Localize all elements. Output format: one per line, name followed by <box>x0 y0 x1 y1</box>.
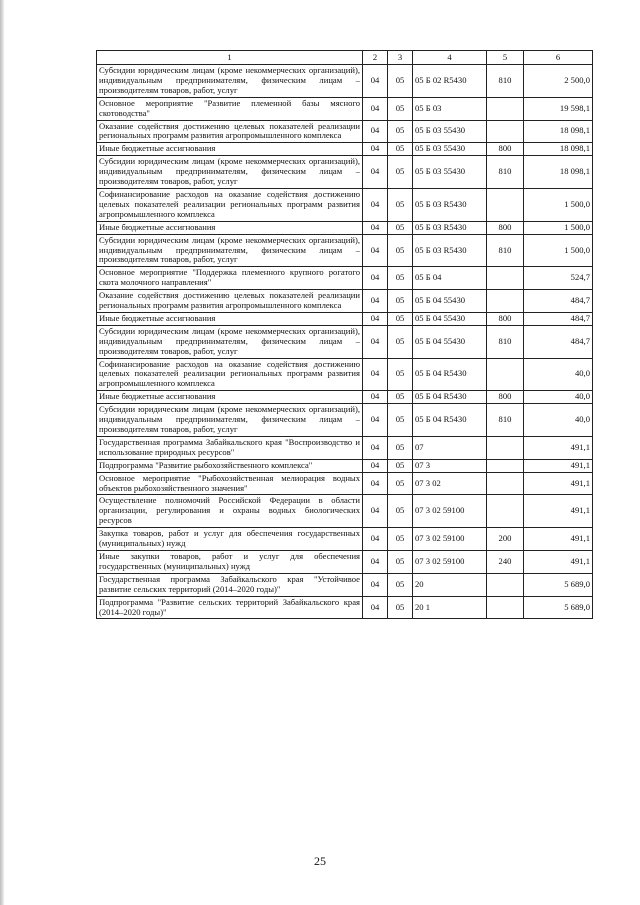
row-section-cell: 04 <box>363 358 388 391</box>
budget-table <box>96 50 593 619</box>
row-section-cell: 04 <box>363 528 388 551</box>
row-section-cell: 04 <box>363 573 388 596</box>
row-expense-type-cell: 810 <box>487 234 524 267</box>
row-section-cell: 04 <box>363 312 388 325</box>
table-row <box>97 404 593 437</box>
row-expense-type-cell <box>487 97 524 120</box>
row-expense-type-cell: 800 <box>487 312 524 325</box>
table-body <box>97 65 593 619</box>
row-expense-type-cell <box>487 290 524 313</box>
document-page <box>96 50 592 619</box>
row-target-code-cell: 05 Б 03 R5430 <box>413 221 487 234</box>
row-amount-cell: 2 500,0 <box>524 65 593 98</box>
row-amount-cell: 40,0 <box>524 404 593 437</box>
row-amount-cell: 491,1 <box>524 495 593 528</box>
row-name-cell: Иные бюджетные ассигнования <box>97 312 363 325</box>
row-section-cell: 04 <box>363 143 388 156</box>
row-amount-cell: 484,7 <box>524 290 593 313</box>
row-expense-type-cell <box>487 120 524 143</box>
row-target-code-cell: 05 Б 04 R5430 <box>413 404 487 437</box>
page-number: 25 <box>314 854 326 868</box>
row-name-cell: Иные бюджетные ассигнования <box>97 221 363 234</box>
row-section-cell: 04 <box>363 120 388 143</box>
row-target-code-cell: 07 3 02 <box>413 472 487 495</box>
row-target-code-cell: 05 Б 03 R5430 <box>413 188 487 221</box>
table-row <box>97 188 593 221</box>
row-name-cell: Иные бюджетные ассигнования <box>97 143 363 156</box>
row-amount-cell: 524,7 <box>524 267 593 290</box>
row-expense-type-cell <box>487 459 524 472</box>
row-subsection-cell: 05 <box>388 391 413 404</box>
row-name-cell: Подпрограмма "Развитие рыбохозяйственного комплекса" <box>97 459 363 472</box>
row-subsection-cell: 05 <box>388 358 413 391</box>
row-section-cell: 04 <box>363 495 388 528</box>
row-name-cell: Оказание содействия достижению целевых показателей реализации региональных программ развития агропромышленного комплекса <box>97 120 363 143</box>
row-expense-type-cell <box>487 573 524 596</box>
table-row <box>97 596 593 619</box>
row-expense-type-cell <box>487 358 524 391</box>
row-section-cell: 04 <box>363 234 388 267</box>
row-expense-type-cell <box>487 495 524 528</box>
row-target-code-cell: 05 Б 04 R5430 <box>413 391 487 404</box>
row-section-cell: 04 <box>363 459 388 472</box>
scan-edge <box>0 0 4 905</box>
row-section-cell: 04 <box>363 65 388 98</box>
row-amount-cell: 491,1 <box>524 472 593 495</box>
row-subsection-cell: 05 <box>388 459 413 472</box>
row-amount-cell: 484,7 <box>524 312 593 325</box>
row-section-cell: 04 <box>363 391 388 404</box>
row-amount-cell: 18 098,1 <box>524 120 593 143</box>
header-cell: 3 <box>388 51 413 65</box>
row-subsection-cell: 05 <box>388 596 413 619</box>
row-section-cell: 04 <box>363 404 388 437</box>
row-subsection-cell: 05 <box>388 267 413 290</box>
header-cell: 2 <box>363 51 388 65</box>
row-subsection-cell: 05 <box>388 156 413 189</box>
row-section-cell: 04 <box>363 290 388 313</box>
row-section-cell: 04 <box>363 156 388 189</box>
row-amount-cell: 1 500,0 <box>524 234 593 267</box>
row-subsection-cell: 05 <box>388 404 413 437</box>
row-subsection-cell: 05 <box>388 550 413 573</box>
table-row <box>97 234 593 267</box>
row-expense-type-cell: 810 <box>487 156 524 189</box>
table-row <box>97 495 593 528</box>
table-row <box>97 573 593 596</box>
row-amount-cell: 18 098,1 <box>524 143 593 156</box>
row-subsection-cell: 05 <box>388 65 413 98</box>
row-target-code-cell: 05 Б 04 55430 <box>413 312 487 325</box>
row-name-cell: Иные закупки товаров, работ и услуг для обеспечения государственных (муниципальных) нужд <box>97 550 363 573</box>
row-expense-type-cell: 810 <box>487 404 524 437</box>
header-cell: 1 <box>97 51 363 65</box>
table-row <box>97 528 593 551</box>
row-target-code-cell: 05 Б 03 55430 <box>413 156 487 189</box>
row-section-cell: 04 <box>363 596 388 619</box>
row-section-cell: 04 <box>363 188 388 221</box>
row-name-cell: Основное мероприятие "Развитие племенной базы мясного скотоводства" <box>97 97 363 120</box>
row-subsection-cell: 05 <box>388 472 413 495</box>
header-cell: 5 <box>487 51 524 65</box>
table-row <box>97 459 593 472</box>
row-expense-type-cell <box>487 472 524 495</box>
header-cell: 6 <box>524 51 593 65</box>
row-target-code-cell: 07 <box>413 436 487 459</box>
row-subsection-cell: 05 <box>388 97 413 120</box>
row-subsection-cell: 05 <box>388 234 413 267</box>
table-row <box>97 221 593 234</box>
row-section-cell: 04 <box>363 472 388 495</box>
row-section-cell: 04 <box>363 97 388 120</box>
table-row <box>97 358 593 391</box>
row-subsection-cell: 05 <box>388 120 413 143</box>
row-amount-cell: 491,1 <box>524 436 593 459</box>
row-subsection-cell: 05 <box>388 188 413 221</box>
row-amount-cell: 491,1 <box>524 528 593 551</box>
row-expense-type-cell: 800 <box>487 221 524 234</box>
row-amount-cell: 1 500,0 <box>524 188 593 221</box>
row-subsection-cell: 05 <box>388 290 413 313</box>
header-cell: 4 <box>413 51 487 65</box>
row-expense-type-cell: 200 <box>487 528 524 551</box>
row-amount-cell: 5 689,0 <box>524 573 593 596</box>
row-section-cell: 04 <box>363 221 388 234</box>
table-row <box>97 65 593 98</box>
row-amount-cell: 1 500,0 <box>524 221 593 234</box>
row-target-code-cell: 05 Б 03 R5430 <box>413 234 487 267</box>
row-section-cell: 04 <box>363 267 388 290</box>
row-amount-cell: 5 689,0 <box>524 596 593 619</box>
row-expense-type-cell: 800 <box>487 391 524 404</box>
row-name-cell: Государственная программа Забайкальского края "Устойчивое развитие сельских территорий (2014–2020 годы)" <box>97 573 363 596</box>
table-row <box>97 550 593 573</box>
row-expense-type-cell <box>487 436 524 459</box>
row-subsection-cell: 05 <box>388 528 413 551</box>
row-target-code-cell: 07 3 02 59100 <box>413 495 487 528</box>
row-name-cell: Субсидии юридическим лицам (кроме некоммерческих организаций), индивидуальным предпринимателям, физическим лицам – производителям товаров, работ, услуг <box>97 234 363 267</box>
row-expense-type-cell: 240 <box>487 550 524 573</box>
row-target-code-cell: 05 Б 03 55430 <box>413 143 487 156</box>
row-target-code-cell: 05 Б 04 <box>413 267 487 290</box>
row-name-cell: Оказание содействия достижению целевых показателей реализации региональных программ развития агропромышленного комплекса <box>97 290 363 313</box>
row-name-cell: Закупка товаров, работ и услуг для обеспечения государственных (муниципальных) нужд <box>97 528 363 551</box>
row-name-cell: Государственная программа Забайкальского края "Воспроизводство и использование природных ресурсов" <box>97 436 363 459</box>
table-row <box>97 436 593 459</box>
row-target-code-cell: 05 Б 03 55430 <box>413 120 487 143</box>
row-target-code-cell: 05 Б 04 55430 <box>413 290 487 313</box>
table-row <box>97 120 593 143</box>
row-expense-type-cell: 810 <box>487 325 524 358</box>
row-subsection-cell: 05 <box>388 436 413 459</box>
row-name-cell: Подпрограмма "Развитие сельских территорий Забайкальского края (2014–2020 годы)" <box>97 596 363 619</box>
row-name-cell: Основное мероприятие "Рыбохозяйственная мелиорация водных объектов рыбохозяйственного значения" <box>97 472 363 495</box>
row-section-cell: 04 <box>363 436 388 459</box>
table-row <box>97 472 593 495</box>
row-expense-type-cell <box>487 267 524 290</box>
header-row <box>97 51 593 65</box>
row-expense-type-cell <box>487 596 524 619</box>
row-expense-type-cell <box>487 188 524 221</box>
row-amount-cell: 18 098,1 <box>524 156 593 189</box>
row-target-code-cell: 07 3 02 59100 <box>413 550 487 573</box>
row-subsection-cell: 05 <box>388 495 413 528</box>
row-name-cell: Субсидии юридическим лицам (кроме некоммерческих организаций), индивидуальным предпринимателям, физическим лицам – производителям товаров, работ, услуг <box>97 404 363 437</box>
row-subsection-cell: 05 <box>388 143 413 156</box>
row-amount-cell: 491,1 <box>524 459 593 472</box>
table-row <box>97 156 593 189</box>
row-target-code-cell: 07 3 02 59100 <box>413 528 487 551</box>
row-target-code-cell: 05 Б 03 <box>413 97 487 120</box>
row-name-cell: Софинансирование расходов на оказание содействия достижению целевых показателей реализации региональных программ развития агропромышленного комплекса <box>97 188 363 221</box>
row-expense-type-cell: 800 <box>487 143 524 156</box>
table-row <box>97 290 593 313</box>
row-target-code-cell: 20 <box>413 573 487 596</box>
row-subsection-cell: 05 <box>388 221 413 234</box>
table-row <box>97 97 593 120</box>
row-section-cell: 04 <box>363 550 388 573</box>
row-target-code-cell: 20 1 <box>413 596 487 619</box>
row-name-cell: Основное мероприятие "Поддержка племенного крупного рогатого скота молочного направления" <box>97 267 363 290</box>
table-row <box>97 312 593 325</box>
row-target-code-cell: 05 Б 04 R5430 <box>413 358 487 391</box>
row-subsection-cell: 05 <box>388 573 413 596</box>
row-amount-cell: 491,1 <box>524 550 593 573</box>
row-name-cell: Субсидии юридическим лицам (кроме некоммерческих организаций), индивидуальным предпринимателям, физическим лицам – производителям товаров, работ, услуг <box>97 65 363 98</box>
row-expense-type-cell: 810 <box>487 65 524 98</box>
table-row <box>97 391 593 404</box>
row-target-code-cell: 05 Б 02 R5430 <box>413 65 487 98</box>
row-subsection-cell: 05 <box>388 325 413 358</box>
row-amount-cell: 19 598,1 <box>524 97 593 120</box>
row-target-code-cell: 07 3 <box>413 459 487 472</box>
row-name-cell: Осуществление полномочий Российской Федерации в области организации, регулирования и охраны водных биологических ресурсов <box>97 495 363 528</box>
row-name-cell: Субсидии юридическим лицам (кроме некоммерческих организаций), индивидуальным предпринимателям, физическим лицам – производителям товаров, работ, услуг <box>97 325 363 358</box>
table-row <box>97 325 593 358</box>
row-name-cell: Софинансирование расходов на оказание содействия достижению целевых показателей реализации региональных программ развития агропромышленного комплекса <box>97 358 363 391</box>
row-amount-cell: 484,7 <box>524 325 593 358</box>
table-row <box>97 143 593 156</box>
row-amount-cell: 40,0 <box>524 391 593 404</box>
row-name-cell: Иные бюджетные ассигнования <box>97 391 363 404</box>
row-target-code-cell: 05 Б 04 55430 <box>413 325 487 358</box>
row-subsection-cell: 05 <box>388 312 413 325</box>
table-row <box>97 267 593 290</box>
row-name-cell: Субсидии юридическим лицам (кроме некоммерческих организаций), индивидуальным предпринимателям, физическим лицам – производителям товаров, работ, услуг <box>97 156 363 189</box>
row-amount-cell: 40,0 <box>524 358 593 391</box>
row-section-cell: 04 <box>363 325 388 358</box>
